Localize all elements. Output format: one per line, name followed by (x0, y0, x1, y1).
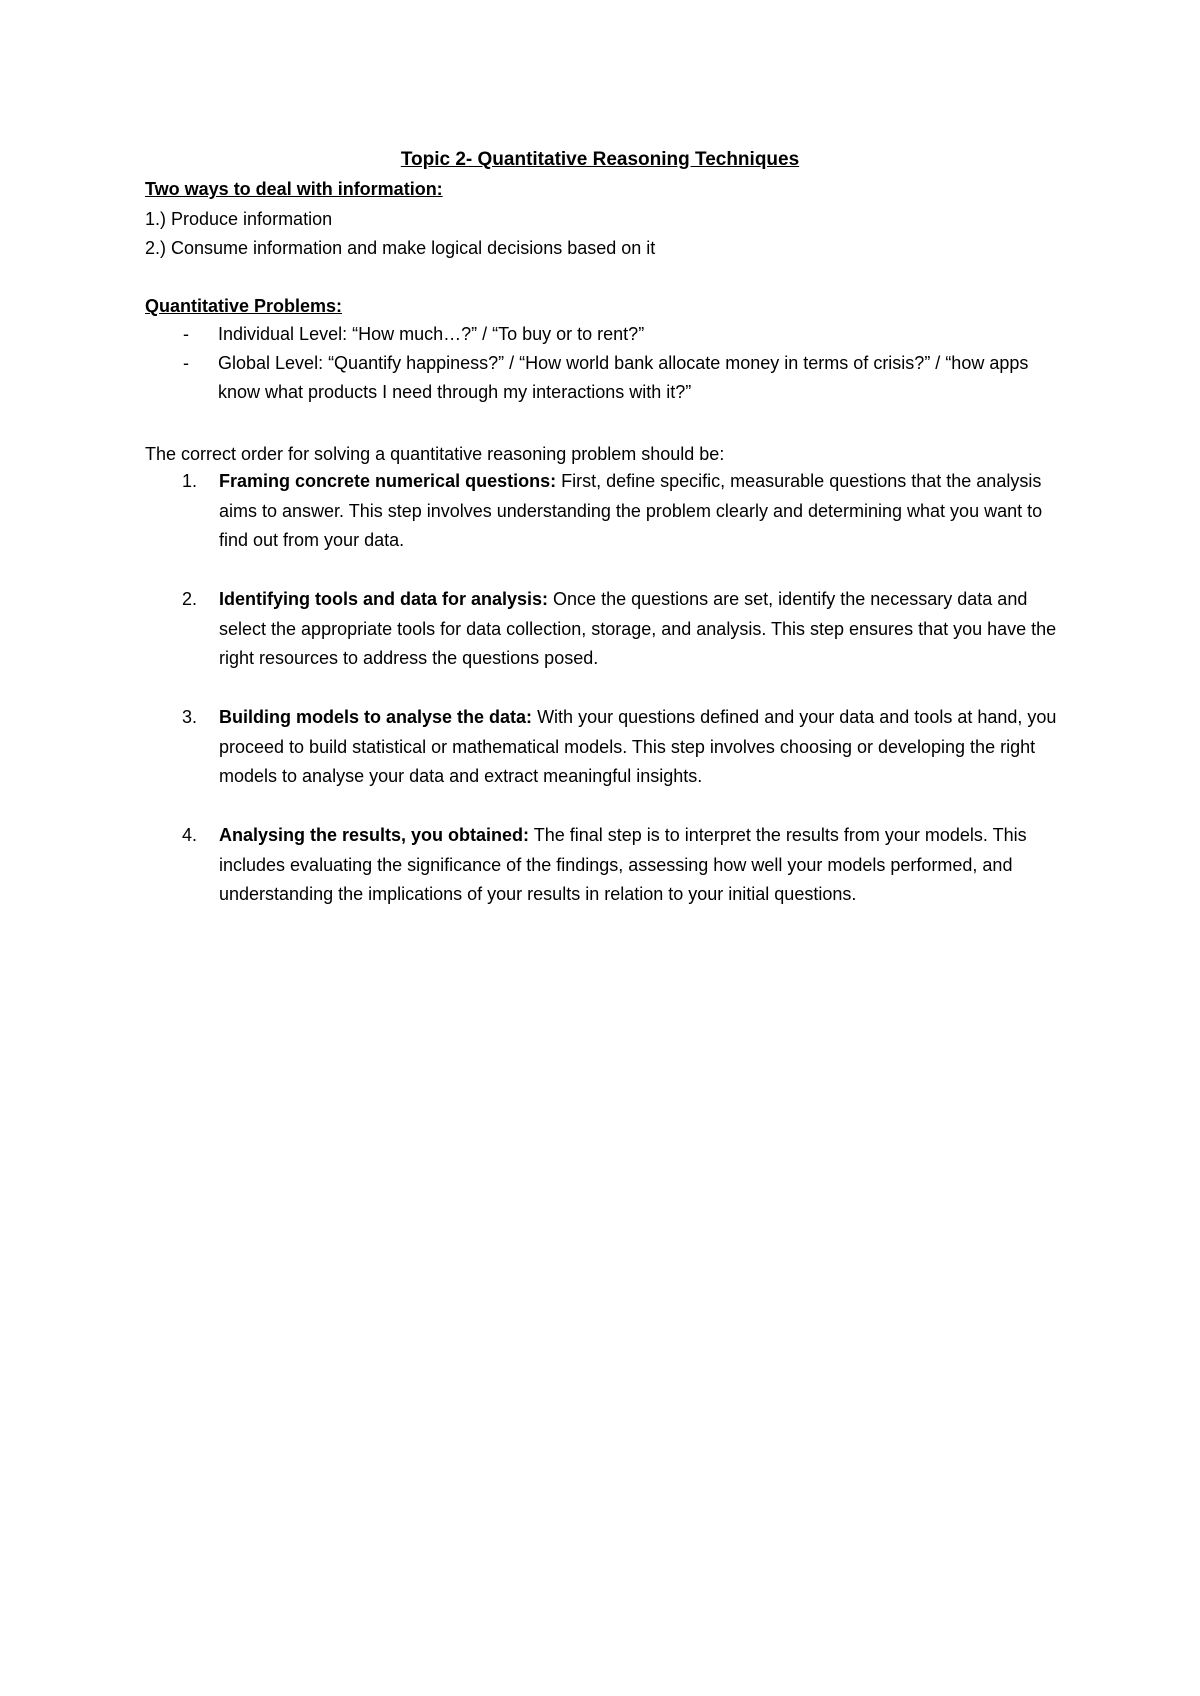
step-text: First, define specific, measurable questions that the analysis aims to answer. This step involves understanding the problem clearly and determining what you want to find out from your data. (219, 471, 1043, 550)
step-body (219, 585, 1075, 674)
step-title: Analysing the results, you obtained: (219, 825, 530, 845)
step-number: 4. (182, 825, 198, 845)
step-text: With your questions defined and your data and tools at hand, you proceed to build statistical or mathematical models. This step involves choosing or developing the right models to analyse your data and extract meaningful insights. (219, 707, 1057, 786)
step-title: Building models to analyse the data: (219, 707, 533, 727)
step-number: 2. (182, 589, 198, 609)
step-body (219, 821, 1075, 910)
page-title: Topic 2- Quantitative Reasoning Techniques (400, 149, 800, 170)
step-title: Identifying tools and data for analysis: (219, 589, 549, 609)
step-number: 3. (182, 707, 198, 727)
step-text: The final step is to interpret the results from your models. This includes evaluating the significance of the findings, assessing how well your models performed, and understanding the implications of your results in relation to your initial questions. (219, 825, 1027, 904)
section-heading-information: Two ways to deal with information: (145, 179, 443, 199)
list-item: 2.) Consume information and make logical decisions based on it (145, 238, 656, 258)
bullet-text: Individual Level: “How much…?” / “To buy or to rent?” (218, 324, 645, 344)
step-body (219, 467, 1075, 556)
step-text: Once the questions are set, identify the necessary data and select the appropriate tools for data collection, storage, and analysis. This step ensures that you have the right resources to address the questions posed. (219, 589, 1057, 668)
bullet-dash: - (183, 353, 189, 373)
section-heading-quantitative-problems: Quantitative Problems: (145, 296, 343, 316)
bullet-dash: - (183, 324, 189, 344)
intro-paragraph: The correct order for solving a quantitative reasoning problem should be: (145, 444, 725, 464)
list-item: 1.) Produce information (145, 209, 333, 229)
step-title: Framing concrete numerical questions: (219, 471, 557, 491)
step-number: 1. (182, 471, 198, 491)
bullet-text: Global Level: “Quantify happiness?” / “How world bank allocate money in terms of crisis?” / “how apps know what products I need through my interactions with it?” (218, 353, 1029, 402)
step-body (219, 703, 1075, 792)
